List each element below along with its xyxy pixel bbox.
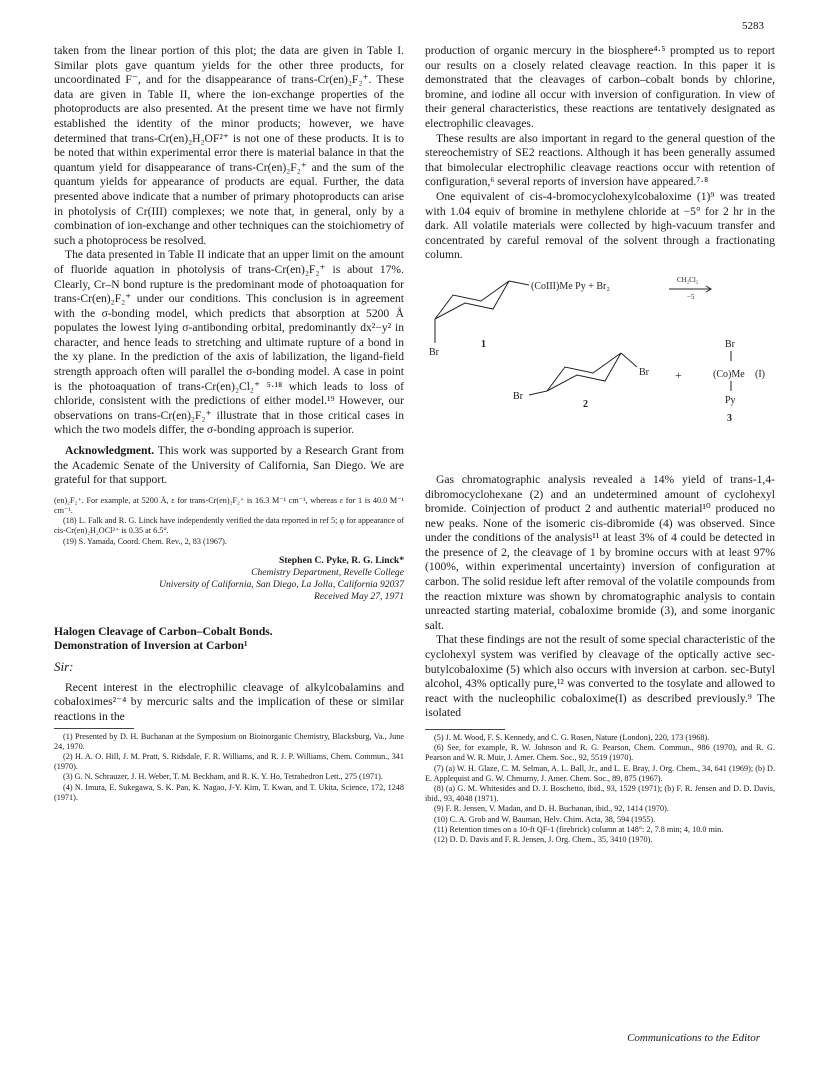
- footnote-divider: [425, 729, 505, 730]
- conditions-bottom: −5: [687, 292, 695, 301]
- bromine-label-2b: Br: [639, 366, 649, 378]
- title-line: Halogen Cleavage of Carbon–Cobalt Bonds.: [54, 624, 273, 638]
- signature-block: [54, 555, 404, 603]
- footnote: (19) S. Yamada, Coord. Chem. Rev., 2, 83 (1967).: [63, 536, 227, 546]
- footnote: (5) J. M. Wood, F. S. Kennedy, and C. G. Rosen, Nature (London), 220, 173 (1968).: [434, 733, 710, 742]
- cyclohexane-ring-2: [547, 353, 621, 391]
- footnote: (en)₂F₂⁺. For example, at 5200 Å, ε for trans-Cr(en)₂F₂⁺ is 16.3 M⁻¹ cm⁻¹, whereas ε for 1 is 40.0 M⁻¹ cm⁻¹.: [54, 495, 404, 516]
- paragraph: One equivalent of cis-4-bromocyclohexylcobaloxime (1)⁹ was treated with 1.04 equiv of bromine in methylene chloride at −5° for 2 hr in the dark. All volatile materials were collected by high-vacuum transfer and concentrated by careful removal of the solvent through a fractionating column.: [425, 189, 775, 262]
- product-3-charge: (I): [755, 368, 765, 380]
- footnotes-top: [54, 496, 404, 547]
- footnote: (9) F. R. Jensen, V. Madan, and D. H. Buchanan, ibid., 92, 1414 (1970).: [434, 804, 669, 814]
- paragraph: That these findings are not the result of some special characteristic of the cyclohexyl system was verified by cleavage of the optically active sec-butylcobaloxime (5) which also occurs with inversion at carbon. sec-Butyl alcohol, 43% optically pure,¹² was converted to the tosylate and allowed to react with the nucleophilic cobaloxime(I) as described previously.⁹ The isolated: [425, 633, 775, 720]
- right-body-2: [425, 473, 775, 721]
- footnote: (6) See, for example, R. W. Johnson and R. G. Pearson, Chem. Commun., 986 (1970), and R. G. Pearson and W. R. Muir, J. Amer. Chem. Soc., 92, 5519 (1970).: [425, 743, 775, 763]
- salutation: Sir:: [54, 658, 74, 674]
- footnote: (3) G. N. Schrauzer, J. H. Weber, T. M. Beckham, and R. K. Y. Ho, Tetrahedron Lett., 275 (1971).: [63, 772, 383, 782]
- acknowledgment-heading: Acknowledgment.: [65, 444, 155, 458]
- author-names: Stephen C. Pyke, R. G. Linck*: [279, 554, 404, 566]
- product-3-py: Py: [725, 394, 736, 406]
- acknowledgment: [54, 444, 404, 488]
- footnote: (7) (a) W. H. Glaze, C. M. Selman, A. L. Ball, Jr., and L. E. Bray, J. Org. Chem., 34, 641 (1969); (b) D. E. Applequist and G. W. Chmurny, J. Amer. Chem. Soc., 89, 875 (1967).: [425, 763, 775, 783]
- left-body: [54, 44, 404, 488]
- footnote-divider: [54, 728, 134, 729]
- received-date: Received May 27, 1971: [313, 590, 404, 602]
- footnote: (18) L. Falk and R. G. Linck have independently verified the data reported in ref 5; φ for appearance of cis-Cr(en)₂H₂OCl²⁺ is 0.35 at 6.5°.: [54, 516, 404, 536]
- footnote: (8) (a) G. M. Whitesides and D. J. Boschetto, ibid., 93, 1529 (1971); (b) F. R. Jensen and D. D. Davis, ibid., 93, 4048 (1971).: [425, 784, 775, 804]
- bromine-label-2a: Br: [513, 390, 523, 402]
- cyclohexane-ring-1: [435, 281, 509, 319]
- footnotes-right: [425, 733, 775, 845]
- compound-label-2: 2: [583, 398, 588, 410]
- footnote: (10) C. A. Grob and W. Bauman, Helv. Chim. Acta, 38, 594 (1955).: [434, 814, 656, 824]
- left-column: [54, 44, 404, 803]
- title-line: Demonstration of Inversion at Carbon¹: [54, 638, 248, 652]
- footnote: (2) H. A. O. Hill, J. M. Pratt, S. Ridsdale, F. R. Williams, and R. J. P. Williams, Chem. Commun., 341 (1970).: [54, 752, 404, 772]
- paragraph: production of organic mercury in the biosphere⁴·⁵ prompted us to report our results on a closely related cleavage reaction. In this paper it is demonstrated that the cleavages of carbon–cobalt bonds by chlorine, bromine, and iodine all occur with inversion of configuration. In view of their general characteristics, these reactions are tentatively designated as electrophilic cleavages.: [425, 44, 775, 130]
- reaction-scheme-drawing: [425, 269, 775, 465]
- footnote: (12) D. D. Davis and F. R. Jensen, J. Org. Chem., 35, 3410 (1970).: [434, 835, 653, 845]
- footnote: (4) N. Imura, E. Sukegawa, S. K. Pan, K. Nagao, J-Y. Kim, T. Kwan, and T. Ukita, Science, 172, 1248 (1971).: [54, 782, 404, 802]
- author-university: University of California, San Diego, La Jolla, California 92037: [159, 578, 404, 590]
- right-column: [425, 44, 775, 845]
- bromine-label-1: Br: [429, 346, 439, 358]
- footnote: (11) Retention times on a 10-ft QF-1 (firebrick) column at 148°: 2, 7.8 min; 4, 10.0 min.: [434, 824, 724, 834]
- acknowledgment-text: This work was supported by a Research Grant from the Academic Senate of the University of California, San Diego. We are grateful for that support.: [54, 444, 404, 487]
- left-body-2: [54, 681, 404, 725]
- author-department: Chemistry Department, Revelle College: [251, 566, 404, 578]
- reagent-text: (CoIII)Me Py + Br₂: [531, 280, 610, 292]
- right-body: [425, 44, 775, 263]
- paragraph: These results are also important in regard to the general question of the stereochemistry of SE2 reactions. Although it has been generally assumed that bimolecular electrophilic cleavage reactions occur with retention of configuration,⁶ several reports of inversion have appeared.⁷·⁸: [425, 131, 775, 189]
- paragraph: Recent interest in the electrophilic cleavage of alkylcobalamins and cobaloximes²⁻⁴ by mercuric salts and the implication of these or similar reactions in the: [54, 680, 404, 724]
- paragraph: taken from the linear portion of this plot; the data are given in Table I. Similar plots gave quantum yields for the other three products, for uncoordinated F⁻, and for the disappearance of trans-Cr(en)₂F₂⁺. These data are given in Table II, where the ion-exchange properties of the photoproducts are also presented. At the present time we have not firmly established the identity of the minor products; however, we have determined that trans-Cr(en)₂H₂OF²⁺ is not one of these products. It is to be noted that within experimental error there is material balance in that the quantum yield for disappearance of trans-Cr(en)₂F₂⁺ and the sum of the quantum yields for appearance of products are equal. Further, the data presented above indicate that a number of primary photoproducts can arise in photolysis of Cr(III) complexes; we note that, in general, only by a combination of ion-exchange and other techniques can the stoichiometry of such a photoprocess be resolved.: [54, 44, 404, 247]
- footnotes-bottom: [54, 732, 404, 803]
- product-3-cobalt: (Co)Me: [713, 368, 745, 380]
- plus-sign: +: [675, 367, 682, 382]
- product-3-br: Br: [725, 338, 735, 350]
- bromine-bond-2b: [621, 353, 637, 367]
- compound-label-3: 3: [727, 412, 732, 424]
- conditions-top: CH₂Cl₂: [677, 275, 699, 284]
- cobalt-bond-1: [509, 281, 529, 285]
- bromine-bond-2a: [529, 391, 547, 395]
- page-number: 5283: [742, 20, 764, 32]
- article-title: [54, 625, 404, 653]
- reaction-scheme: [425, 269, 775, 465]
- footnote: (1) Presented by D. H. Buchanan at the Symposium on Bioinorganic Chemistry, Blacksburg, Va., June 24, 1970.: [54, 731, 404, 751]
- paragraph: Gas chromatographic analysis revealed a 14% yield of trans-1,4-dibromocyclohexane (2) and an undetermined amount of cyclohexyl bromide. Coinjection of product 2 and authentic material¹⁰ produced no new peaks. None of the isomeric cis-dibromide (4) was observed. Since under the conditions of the analysis¹¹ at least 3% of 4 could be detected in the presence of 2, the cleavage of 1 by bromine occurs with at least 97% (100%, within experimental uncertainty) inversion of configuration at carbon. The solid residue left after removal of the volatile compounds from the reaction mixture was shown by chromatographic analysis to contain unreacted starting material, cobaloxime bromide (3), and some inorganic salt.: [425, 472, 775, 632]
- page-footer: Communications to the Editor: [627, 1032, 760, 1044]
- compound-label-1: 1: [481, 338, 486, 350]
- paragraph: The data presented in Table II indicate that an upper limit on the amount of fluoride aquation in photolysis of trans-Cr(en)₂F₂⁺ is about 17%. Clearly, Cr–N bond rupture is the predominant mode of photoaquation for trans-Cr(en)₂F₂⁺ under our conditions. This conclusion is in agreement with the σ-bonding model, which predicts that absorption at 5200 Å populates the lowest lying σ-antibonding orbital, predominantly dx²−y² in character, and hence leads to stretching and ultimate rupture of a bond in the xy plane. In the prediction of the axis of labilization, the ligand-field strength approach often will parallel the σ-bonding model. A case in point is the photoaquation of trans-Cr(en)₂Cl₂⁺ ⁵·¹⁸ which leads to loss of chloride, consistent with the predictions of either model.¹⁹ However, our observations on trans-Cr(en)₂F₂⁺ illustrate that in those critical cases in which the two models differ, the σ-bonding approach is superior.: [54, 248, 404, 437]
